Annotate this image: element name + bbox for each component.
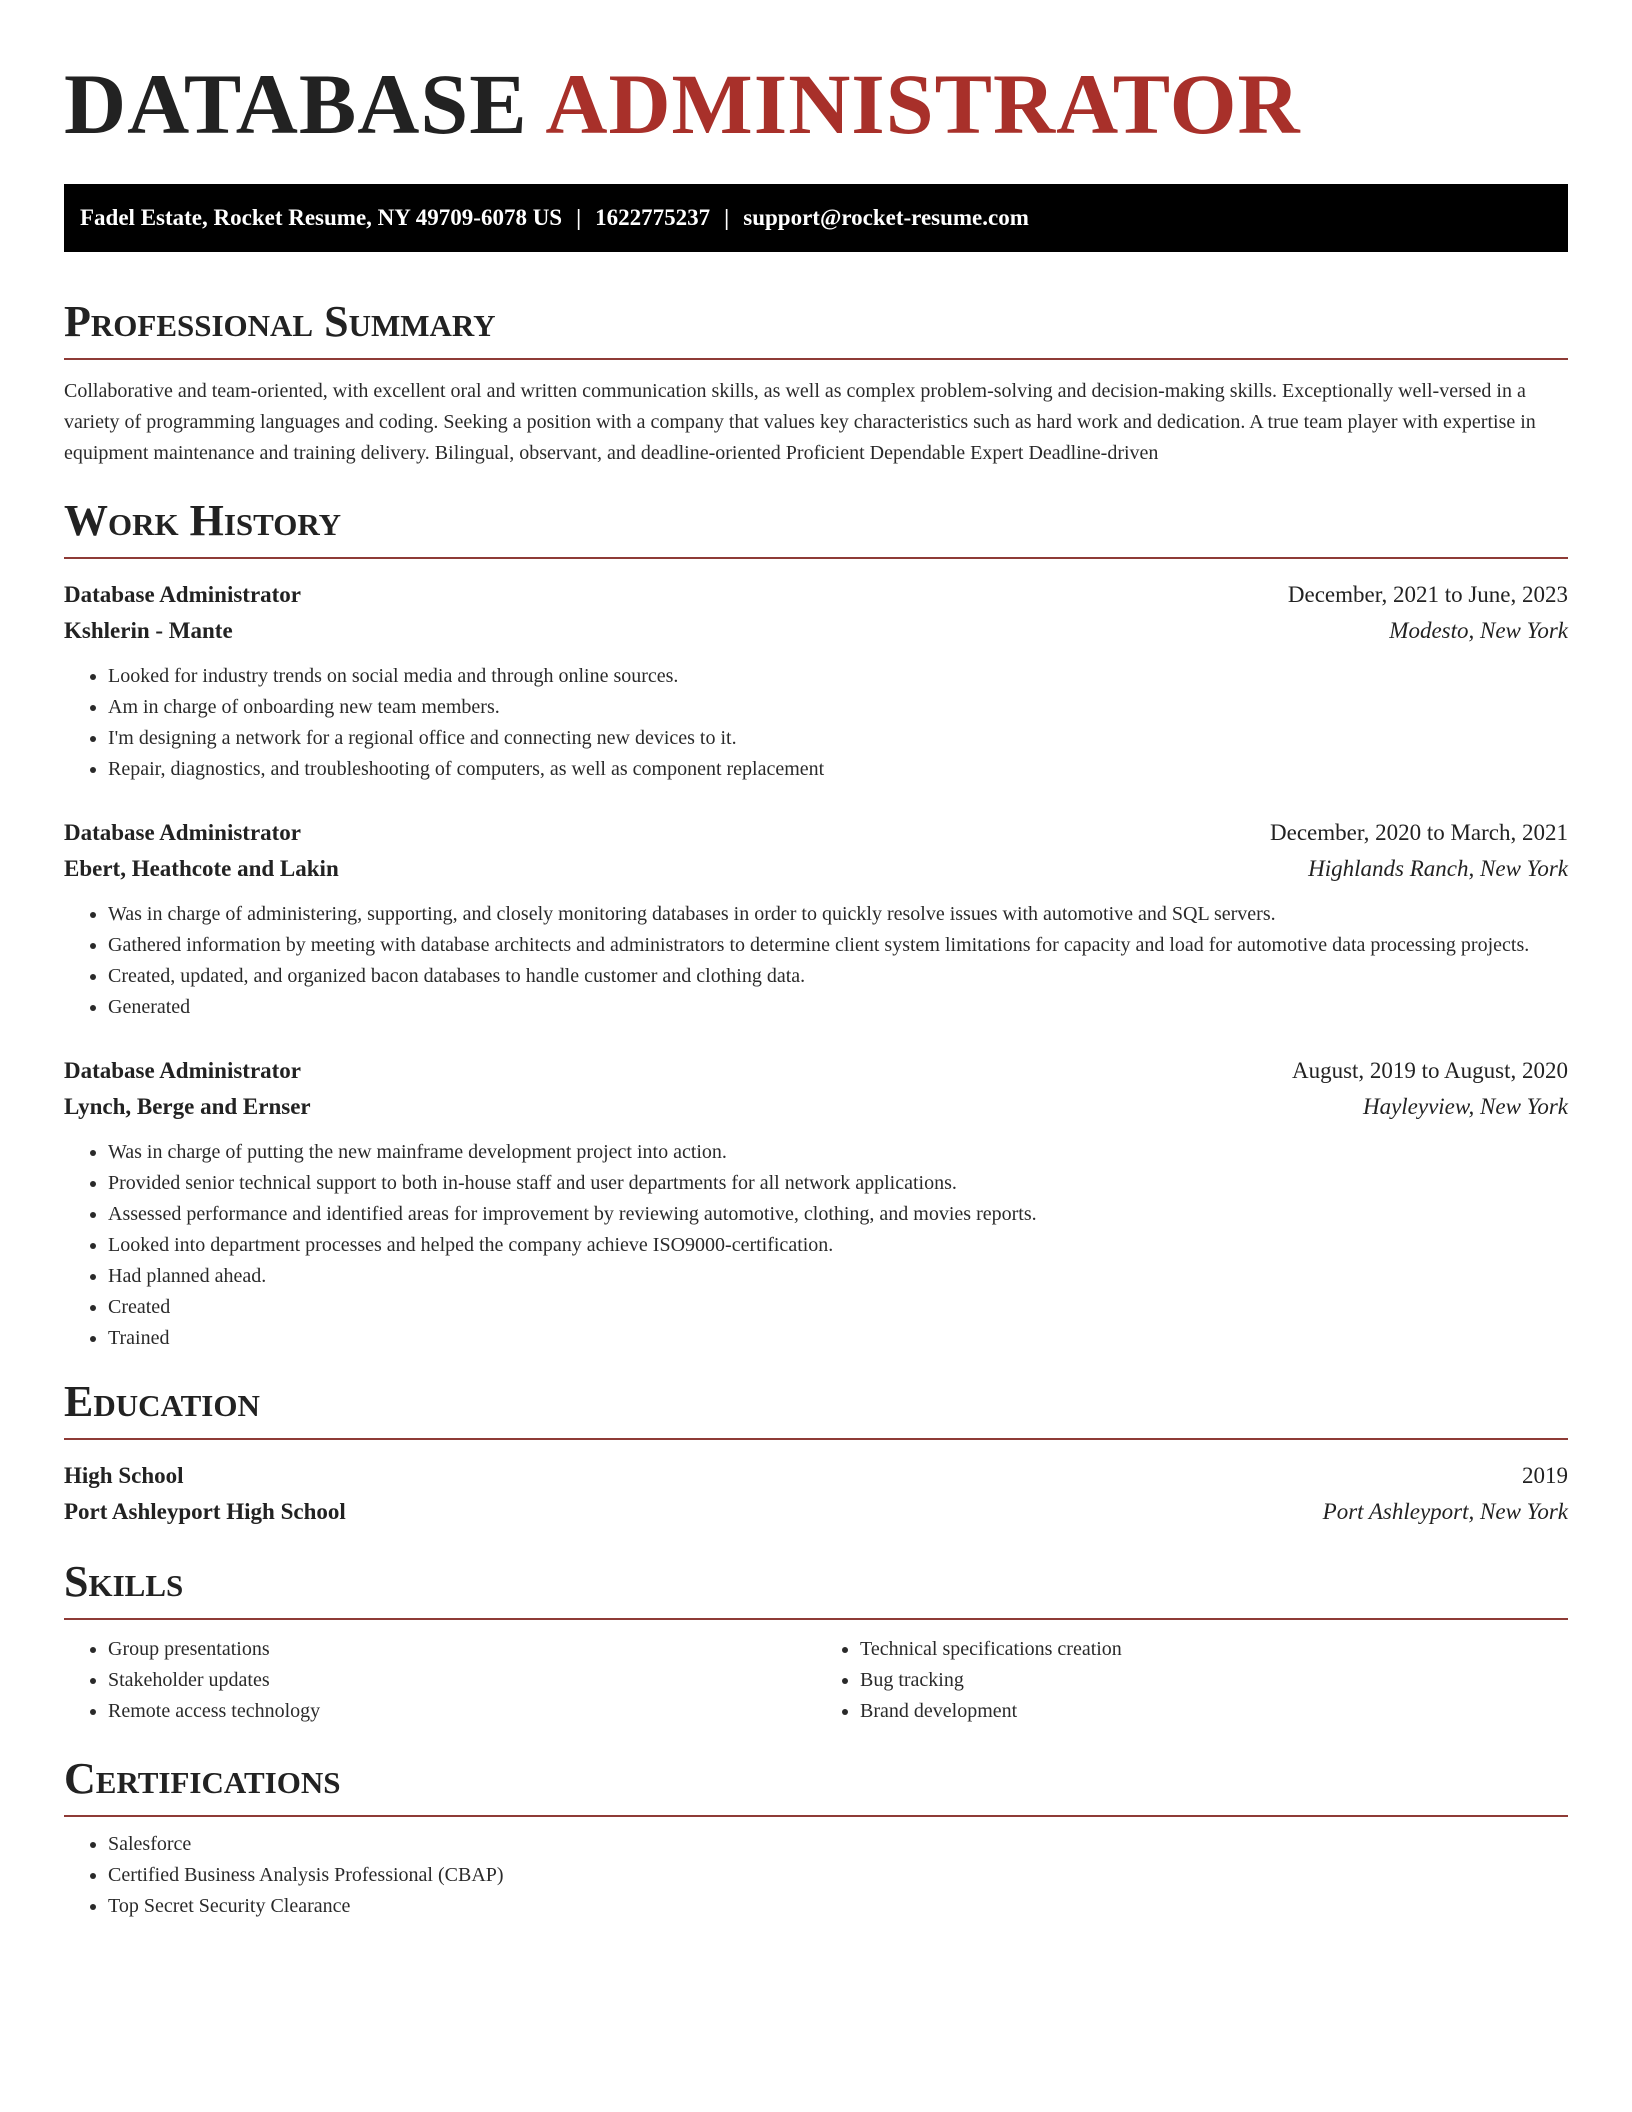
- job-title: Database Administrator: [64, 1058, 302, 1083]
- education-school: Port Ashleyport High School: [64, 1499, 346, 1524]
- certifications-list: [64, 1829, 1568, 1922]
- job-header-row: [64, 815, 1568, 851]
- education-year: 2019: [1522, 1463, 1568, 1488]
- title-accent-word: ADMINISTRATOR: [545, 56, 1301, 152]
- education-degree: High School: [64, 1463, 184, 1488]
- skills-heading: Skills: [64, 1556, 1568, 1620]
- skills-grid: [64, 1634, 1568, 1727]
- job-title: Database Administrator: [64, 820, 302, 845]
- job-bullet: • Looked into department processes and helped the company achieve ISO9000-certification.: [108, 1230, 1568, 1261]
- job-location: Highlands Ranch, New York: [1308, 856, 1568, 881]
- job-entry: [64, 815, 1568, 1023]
- certification-item: • Certified Business Analysis Professional (CBAP): [108, 1860, 1568, 1891]
- job-bullet: • Gathered information by meeting with database architects and administrators to determine client system limitations for capacity and load for automotive data processing projects.: [108, 930, 1568, 961]
- certifications-heading: Certifications: [64, 1753, 1568, 1817]
- skill-item: • Group presentations: [108, 1634, 816, 1665]
- job-dates: August, 2019 to August, 2020: [1291, 1058, 1568, 1083]
- work-history-section: [64, 495, 1568, 1354]
- job-bullet: • I'm designing a network for a regional office and connecting new devices to it.: [108, 723, 1568, 754]
- contact-phone: 1622775237: [595, 205, 711, 230]
- job-company: Kshlerin - Mante: [64, 618, 233, 643]
- skill-item: • Stakeholder updates: [108, 1665, 816, 1696]
- job-bullet: • Assessed performance and identified areas for improvement by reviewing automotive, clothing, and movies reports.: [108, 1199, 1568, 1230]
- contact-separator: |: [724, 205, 730, 230]
- job-bullet-list: [64, 899, 1568, 1023]
- job-entry: [64, 577, 1568, 785]
- job-bullet: • Had planned ahead.: [108, 1261, 1568, 1292]
- job-bullet: • Created, updated, and organized bacon databases to handle customer and clothing data.: [108, 961, 1568, 992]
- job-bullet: • Generated: [108, 992, 1568, 1023]
- education-degree-row: [64, 1458, 1568, 1494]
- job-bullet: • Looked for industry trends on social media and through online sources.: [108, 661, 1568, 692]
- skill-item: • Technical specifications creation: [860, 1634, 1568, 1665]
- job-title: Database Administrator: [64, 582, 302, 607]
- skill-item: • Remote access technology: [108, 1696, 816, 1727]
- contact-bar: [64, 184, 1568, 252]
- skill-item: • Bug tracking: [860, 1665, 1568, 1696]
- education-heading: Education: [64, 1376, 1568, 1440]
- education-school-row: [64, 1494, 1568, 1530]
- skills-list-right: [816, 1634, 1568, 1727]
- certification-item: • Salesforce: [108, 1829, 1568, 1860]
- title-first-word: DATABASE: [64, 56, 528, 152]
- certification-item: • Top Secret Security Clearance: [108, 1891, 1568, 1922]
- contact-email[interactable]: support@rocket-resume.com: [743, 205, 1029, 230]
- job-bullet: • Trained: [108, 1323, 1568, 1354]
- job-bullet-list: [64, 1137, 1568, 1354]
- skills-section: [64, 1556, 1568, 1727]
- contact-address: Fadel Estate, Rocket Resume, NY 49709-6078 US: [80, 205, 563, 230]
- job-bullet: • Was in charge of administering, supporting, and closely monitoring databases in order to quickly resolve issues with automotive and SQL servers.: [108, 899, 1568, 930]
- skill-item: • Brand development: [860, 1696, 1568, 1727]
- job-company-row: [64, 1089, 1568, 1125]
- job-company: Lynch, Berge and Ernser: [64, 1094, 311, 1119]
- job-bullet: • Am in charge of onboarding new team members.: [108, 692, 1568, 723]
- job-company-row: [64, 851, 1568, 887]
- job-dates: December, 2020 to March, 2021: [1270, 820, 1568, 845]
- job-entry: [64, 1053, 1568, 1354]
- job-company: Ebert, Heathcote and Lakin: [64, 856, 339, 881]
- job-company-row: [64, 613, 1568, 649]
- education-location: Port Ashleyport, New York: [1322, 1499, 1568, 1524]
- summary-text: Collaborative and team-oriented, with excellent oral and written communication skills, as well as complex problem-solving and decision-making skills. Exceptionally well-versed in a variety of programming languages and coding. Seeking a position with a company that values key characteristics such as hard work and dedication. A true team player with expertise in equipment maintenance and training delivery. Bilingual, observant, and deadline-oriented Proficient Dependable Expert Deadline-driven: [64, 380, 1536, 464]
- job-bullet-list: [64, 661, 1568, 785]
- job-bullet: • Provided senior technical support to both in-house staff and user departments for all network applications.: [108, 1168, 1568, 1199]
- resume-title: [64, 56, 1568, 152]
- summary-heading: Professional Summary: [64, 296, 1568, 360]
- job-location: Hayleyview, New York: [1362, 1094, 1568, 1119]
- job-bullet: • Repair, diagnostics, and troubleshooting of computers, as well as component replacement: [108, 754, 1568, 785]
- job-dates: December, 2021 to June, 2023: [1287, 582, 1568, 607]
- job-bullet: • Was in charge of putting the new mainframe development project into action.: [108, 1137, 1568, 1168]
- skills-list-left: [64, 1634, 816, 1727]
- job-location: Modesto, New York: [1389, 618, 1568, 643]
- certifications-section: [64, 1753, 1568, 1922]
- contact-separator: |: [576, 205, 582, 230]
- job-header-row: [64, 1053, 1568, 1089]
- job-bullet: • Created: [108, 1292, 1568, 1323]
- job-header-row: [64, 577, 1568, 613]
- summary-section: [64, 296, 1568, 469]
- education-section: [64, 1376, 1568, 1530]
- education-entry: [64, 1458, 1568, 1530]
- work-history-heading: Work History: [64, 495, 1568, 559]
